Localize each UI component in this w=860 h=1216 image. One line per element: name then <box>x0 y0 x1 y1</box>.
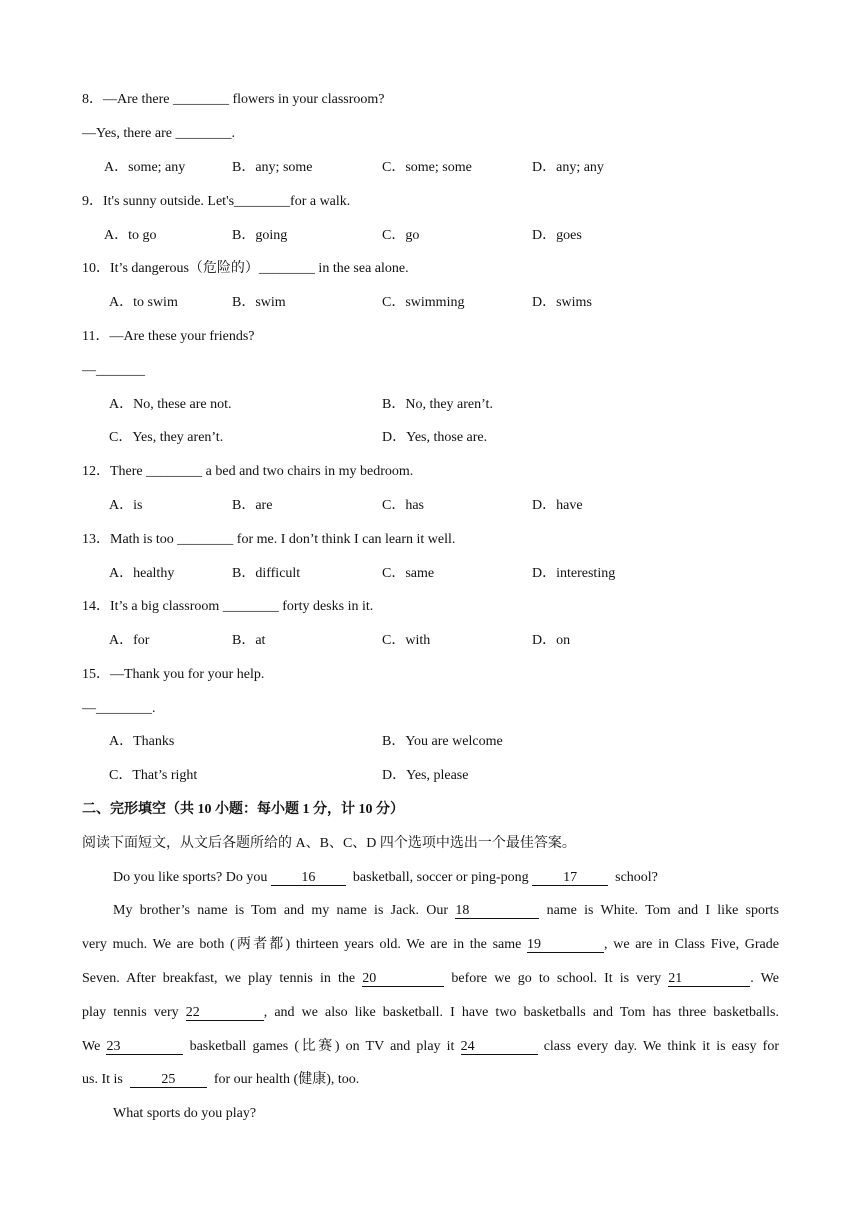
question-11: 11．—Are these your friends? <box>82 329 255 344</box>
q12-option-c: C．has <box>382 498 424 513</box>
passage-line-2: My brother’s name is Tom and my name is Jack. Our 18 name is White. Tom and I like sports <box>113 903 779 918</box>
q8-option-a: A．some; any <box>104 160 186 175</box>
q14-option-a: A．for <box>109 633 150 648</box>
blank-24[interactable]: 24 <box>461 1040 538 1055</box>
passage-line-4: Seven. After breakfast, we play tennis in the 20 before we go to school. It is very 21 . We <box>82 971 779 986</box>
q8-option-d: D．any; any <box>532 160 604 175</box>
q15-option-c: C．That’s right <box>109 768 198 783</box>
q13-option-b: B．difficult <box>232 566 301 581</box>
q8-option-b: B．any; some <box>232 160 313 175</box>
question-13: 13．Math is too ________ for me. I don’t think I can learn it well. <box>82 532 456 547</box>
question-9: 9．It's sunny outside. Let's________for a walk. <box>82 194 351 209</box>
passage-line-7: us. It is 25 for our health (健康), too. <box>82 1072 360 1087</box>
passage-line-8: What sports do you play? <box>113 1106 257 1121</box>
blank-17[interactable]: 17 <box>532 871 608 886</box>
blank-18[interactable]: 18 <box>455 904 539 919</box>
q9-option-d: D．goes <box>532 228 582 243</box>
question-14: 14．It’s a big classroom ________ forty desks in it. <box>82 599 374 614</box>
blank-22[interactable]: 22 <box>186 1006 264 1021</box>
blank-20[interactable]: 20 <box>362 972 444 987</box>
question-12: 12．There ________ a bed and two chairs in my bedroom. <box>82 464 414 479</box>
blank-21[interactable]: 21 <box>668 972 750 987</box>
passage-line-1: Do you like sports? Do you 16 basketball, soccer or ping-pong 17 school? <box>113 870 658 885</box>
blank-16[interactable]: 16 <box>271 871 346 886</box>
q13-option-d: D．interesting <box>532 566 616 581</box>
q13-option-c: C．same <box>382 566 435 581</box>
q9-option-a: A．to go <box>104 228 157 243</box>
q11-option-c: C．Yes, they aren’t. <box>109 430 224 445</box>
question-15-answer-line: —________. <box>82 701 156 716</box>
blank-25[interactable]: 25 <box>130 1073 207 1088</box>
q11-option-a: A．No, these are not. <box>109 397 232 412</box>
question-8-answer-line: —Yes, there are ________. <box>82 126 235 141</box>
question-10: 10．It’s dangerous（危险的）________ in the sea alone. <box>82 261 409 276</box>
q14-option-d: D．on <box>532 633 571 648</box>
q14-option-b: B．at <box>232 633 266 648</box>
q12-option-a: A．is <box>109 498 143 513</box>
passage-line-5: play tennis very 22 , and we also like basketball. I have two basketballs and Tom has three basketballs. <box>82 1005 779 1020</box>
section-heading: 二、完形填空（共 10 小题：每小题 1 分，计 10 分） <box>82 802 404 817</box>
q10-option-c: C．swimming <box>382 295 465 310</box>
question-8: 8．—Are there ________ flowers in your classroom? <box>82 92 385 107</box>
q9-option-b: B．going <box>232 228 288 243</box>
q15-option-b: B．You are welcome <box>382 734 503 749</box>
q15-option-a: A．Thanks <box>109 734 175 749</box>
q11-option-d: D．Yes, those are. <box>382 430 488 445</box>
q13-option-a: A．healthy <box>109 566 175 581</box>
q10-option-b: B．swim <box>232 295 286 310</box>
passage-line-6: We 23 basketball games (比赛) on TV and play it 24 class every day. We think it is easy for <box>82 1039 779 1054</box>
blank-23[interactable]: 23 <box>106 1040 183 1055</box>
q9-option-c: C．go <box>382 228 420 243</box>
question-11-answer-line: —_______ <box>82 363 145 378</box>
q15-option-d: D．Yes, please <box>382 768 469 783</box>
q12-option-b: B．are <box>232 498 273 513</box>
q12-option-d: D．have <box>532 498 583 513</box>
q11-option-b: B．No, they aren’t. <box>382 397 493 412</box>
passage-line-3: very much. We are both (两者都) thirteen years old. We are in the same 19 , we are in Class Five, Grade <box>82 937 779 952</box>
q14-option-c: C．with <box>382 633 431 648</box>
q8-option-c: C．some; some <box>382 160 472 175</box>
q10-option-d: D．swims <box>532 295 592 310</box>
section-instruction: 阅读下面短文，从文后各题所给的 A、B、C、D 四个选项中选出一个最佳答案。 <box>82 836 576 851</box>
question-15: 15．—Thank you for your help. <box>82 667 265 682</box>
blank-19[interactable]: 19 <box>527 938 604 953</box>
q10-option-a: A．to swim <box>109 295 178 310</box>
